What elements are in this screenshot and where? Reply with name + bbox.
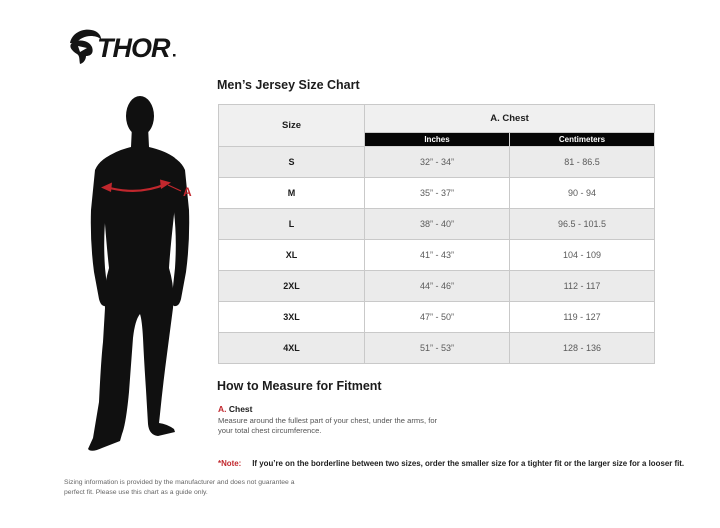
size-cell: S xyxy=(219,147,365,178)
page-title: Men’s Jersey Size Chart xyxy=(217,78,360,92)
measure-description: Measure around the fullest part of your chest, under the arms, for your total chest circumference. xyxy=(218,416,438,435)
size-cell: 2XL xyxy=(219,271,365,302)
inches-cell: 41” - 43” xyxy=(365,240,510,271)
size-cell: M xyxy=(219,178,365,209)
measure-label xyxy=(218,404,458,414)
measure-item-chest xyxy=(218,404,458,436)
inches-cell: 44” - 46” xyxy=(365,271,510,302)
table-row-3xl xyxy=(219,302,655,333)
measure-heading: How to Measure for Fitment xyxy=(217,379,382,393)
inches-cell: 47” - 50” xyxy=(365,302,510,333)
brand-logo xyxy=(64,27,180,65)
cm-cell: 90 - 94 xyxy=(510,178,655,209)
trademark-dot xyxy=(173,54,176,57)
inches-cell: 32” - 34” xyxy=(365,147,510,178)
inches-cell: 35” - 37” xyxy=(365,178,510,209)
column-header-chest: A. Chest xyxy=(365,105,655,133)
table-row-2xl xyxy=(219,271,655,302)
size-cell: 3XL xyxy=(219,302,365,333)
inches-cell: 38” - 40” xyxy=(365,209,510,240)
table-row-m xyxy=(219,178,655,209)
table-row-xl xyxy=(219,240,655,271)
column-header-inches: Inches xyxy=(365,133,510,147)
measurement-label-a: A xyxy=(183,185,192,199)
cm-cell: 81 - 86.5 xyxy=(510,147,655,178)
table-row-4xl xyxy=(219,333,655,364)
size-chart-table xyxy=(218,104,655,364)
measure-name: Chest xyxy=(228,404,253,414)
measure-key: A. xyxy=(218,404,227,414)
cm-cell: 104 - 109 xyxy=(510,240,655,271)
brand-logo-text: THOR xyxy=(97,33,170,63)
column-header-size: Size xyxy=(219,105,365,147)
body-measurement-figure xyxy=(62,92,218,468)
size-cell: 4XL xyxy=(219,333,365,364)
fit-note xyxy=(218,459,716,468)
size-cell: L xyxy=(219,209,365,240)
sizing-disclaimer: Sizing information is provided by the manufacturer and does not guarantee a perfect fit. Please use this chart as a guide only. xyxy=(64,479,295,496)
male-silhouette xyxy=(88,96,189,451)
size-cell: XL xyxy=(219,240,365,271)
note-label: *Note: xyxy=(218,459,242,468)
table-row-l xyxy=(219,209,655,240)
inches-cell: 51” - 53” xyxy=(365,333,510,364)
cm-cell: 128 - 136 xyxy=(510,333,655,364)
cm-cell: 119 - 127 xyxy=(510,302,655,333)
column-header-centimeters: Centimeters xyxy=(510,133,655,147)
cm-cell: 96.5 - 101.5 xyxy=(510,209,655,240)
table-row-s xyxy=(219,147,655,178)
note-text: If you’re on the borderline between two sizes, order the smaller size for a tighter fit or the larger size for a looser fit. xyxy=(252,459,685,468)
cm-cell: 112 - 117 xyxy=(510,271,655,302)
